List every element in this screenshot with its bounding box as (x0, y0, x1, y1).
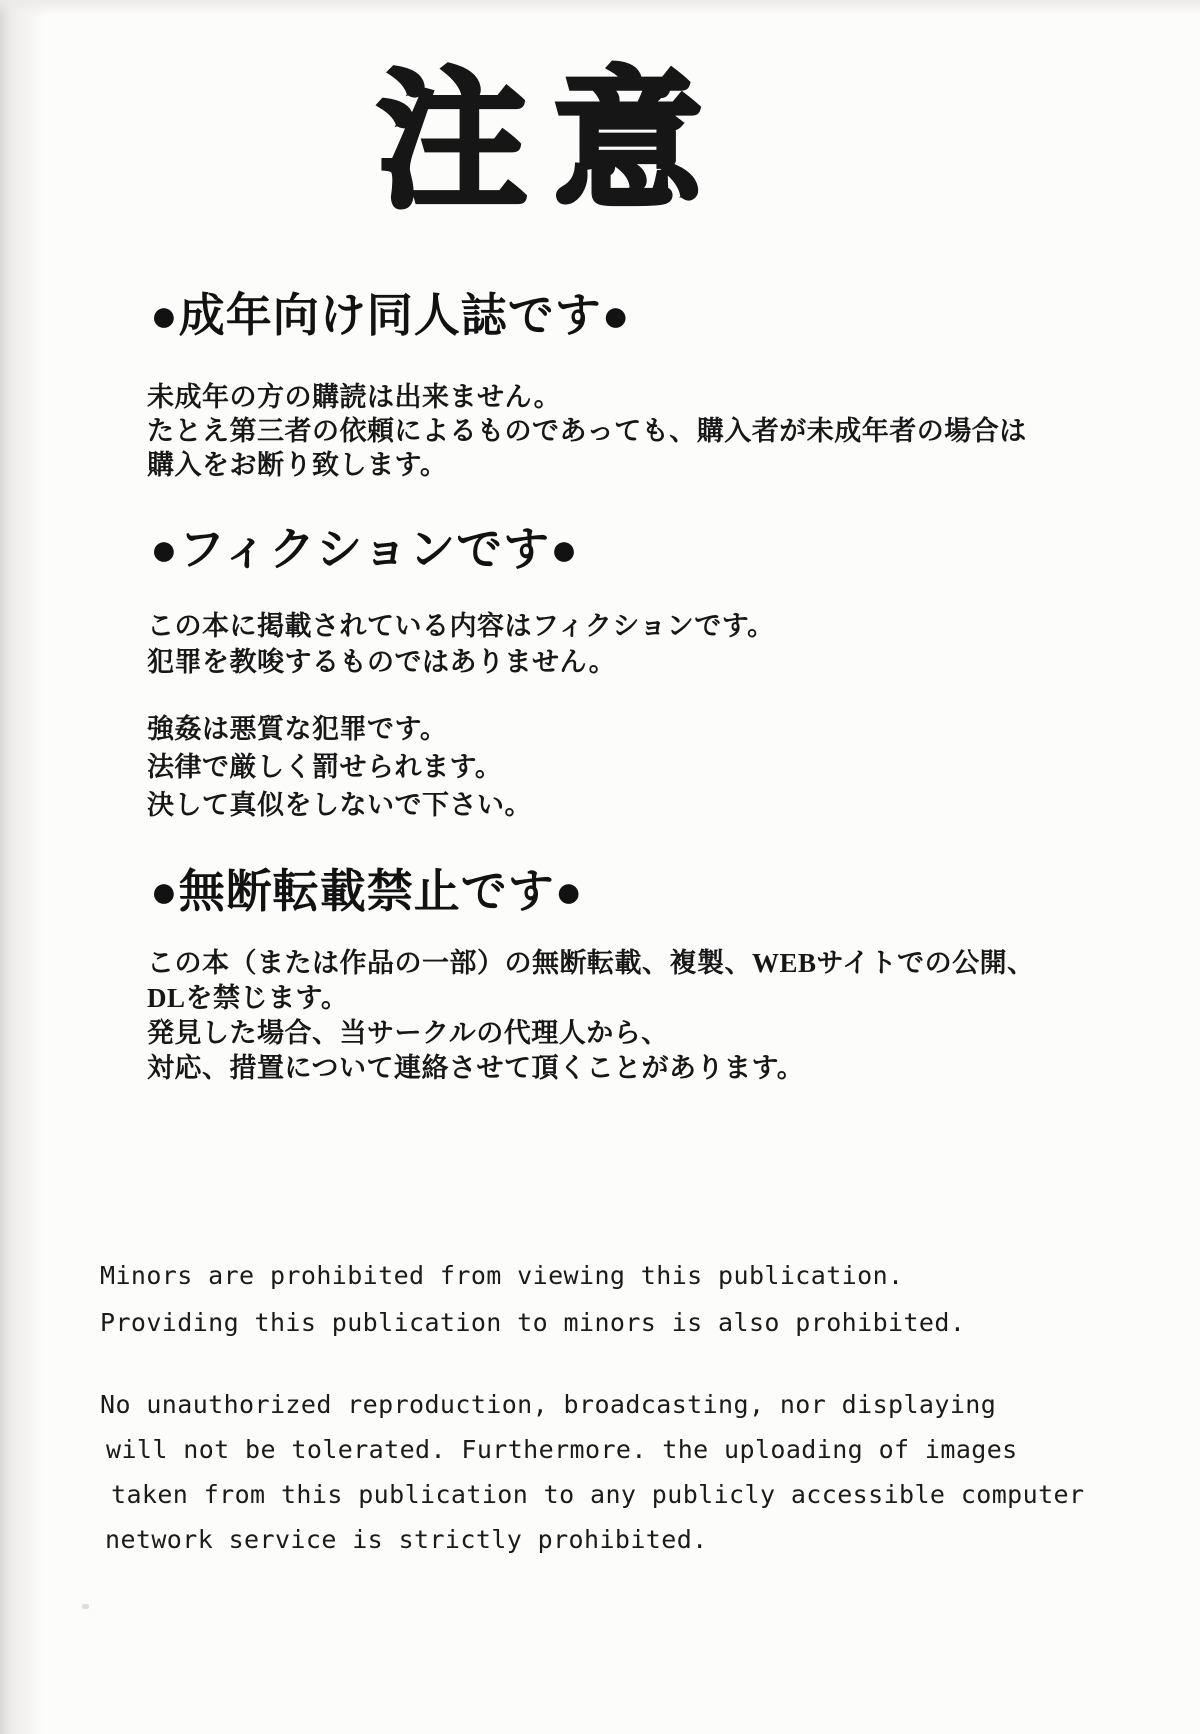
text-line: network service is strictly prohibited. (105, 1525, 708, 1554)
text-line: taken from this publication to any publicly accessible computer (111, 1480, 1085, 1509)
section-fiction-heading: ●フィクションです● (150, 524, 579, 575)
text-line: 法律で厳しく罰せられます。 (147, 752, 503, 782)
text-line: No unauthorized reproduction, broadcasting, nor displaying (100, 1390, 997, 1419)
section-fiction-paragraph-2 (147, 710, 532, 824)
section-no-reproduction-heading: ●無断転載禁止です● (150, 866, 584, 917)
section-no-reproduction-paragraph (147, 946, 1035, 1086)
text-line: will not be tolerated. Furthermore. the uploading of images (106, 1435, 1018, 1464)
text-line: 発見した場合、当サークルの代理人から、 (147, 1018, 669, 1048)
text-line: 購入をお断り致します。 (147, 450, 448, 480)
section-adult-only-paragraph (147, 380, 1027, 482)
text-line: Providing this publication to minors is also prohibited. (100, 1308, 966, 1337)
text-line: 犯罪を教唆するものではありません。 (147, 647, 617, 677)
text-line: たとえ第三者の依頼によるものであっても、購入者が未成年者の場合は (147, 416, 1027, 446)
text-line: 未成年の方の購読は出来ません。 (147, 382, 562, 412)
english-notice-reproduction (100, 1382, 1084, 1562)
text-line: この本（または作品の一部）の無断転載、複製、WEBサイトでの公開、 (147, 948, 1035, 978)
section-fiction-paragraph-1 (147, 608, 775, 680)
section-adult-only-heading: ●成年向け同人誌です● (150, 290, 631, 341)
text-line: Minors are prohibited from viewing this publication. (100, 1261, 904, 1290)
text-line: 決して真似をしないで下さい。 (147, 790, 532, 820)
english-notice-minors (100, 1252, 965, 1346)
text-line: 強姦は悪質な犯罪です。 (147, 714, 448, 744)
text-line: 対応、措置について連絡させて頂くことがあります。 (147, 1053, 805, 1083)
page-title: 注意 (376, 55, 729, 229)
text-line: この本に掲載されている内容はフィクションです。 (147, 611, 775, 641)
scan-speck (82, 1604, 89, 1609)
text-line: DLを禁じます。 (147, 983, 349, 1013)
